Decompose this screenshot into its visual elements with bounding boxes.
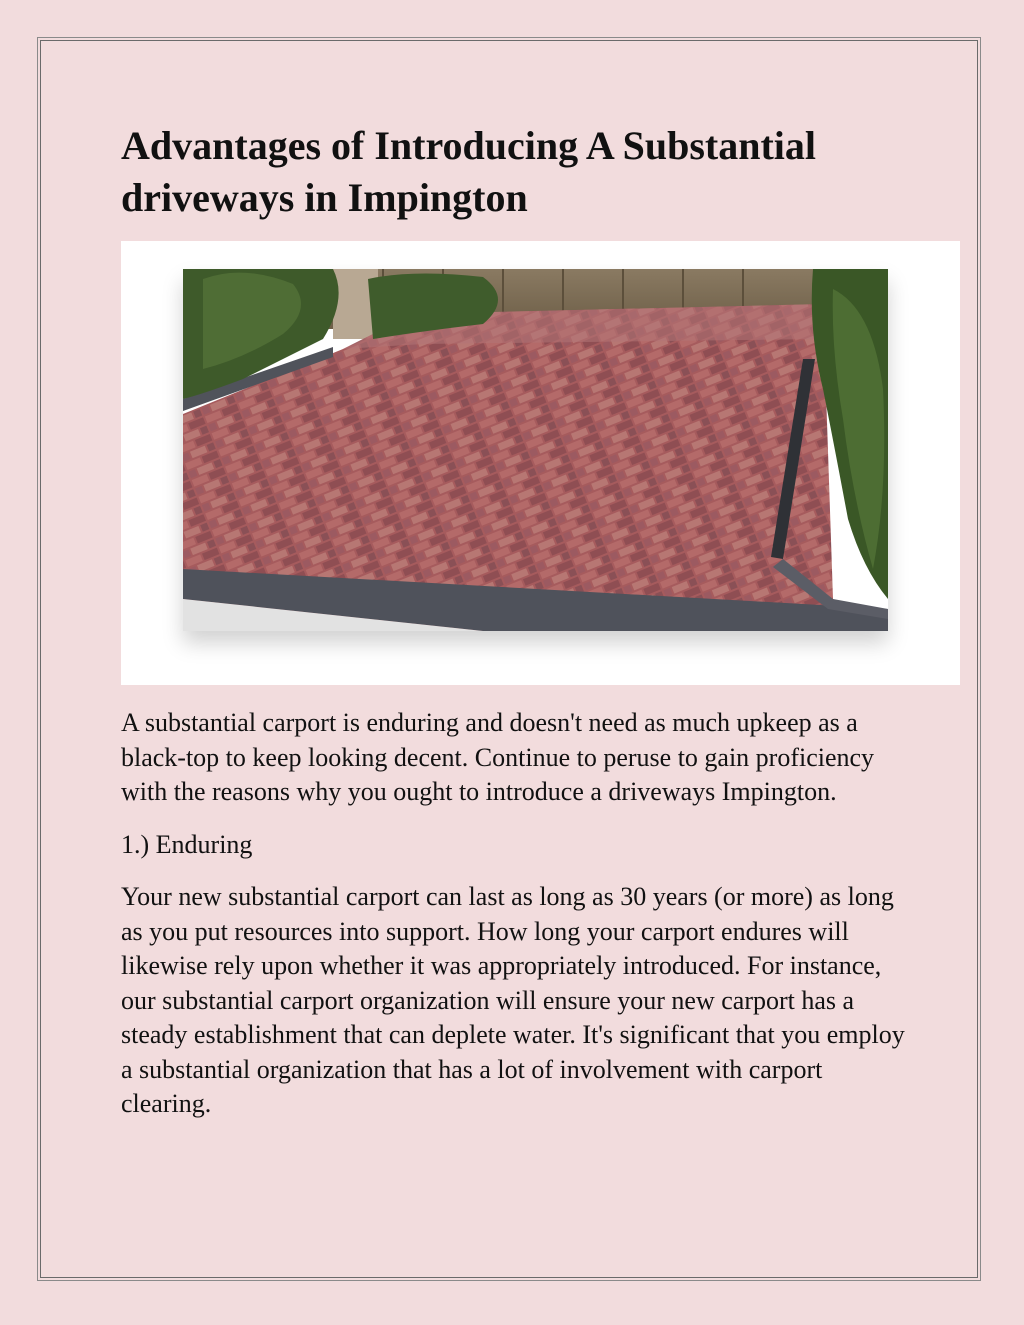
document-title: Advantages of Introducing A Substantial driveways in Impington (121, 123, 816, 220)
section-heading-enduring: 1.) Enduring (121, 829, 253, 859)
enduring-paragraph: Your new substantial carport can last as long as 30 years (or more) as long as you put resources into support. How long your carport endures will likewise rely upon whether it was appropriately introduced. For instance, our substantial carport organization will ensure your new carport has a steady establishment that can deplete water. It's significant that you employ a substantial organization that has a lot of involvement with carport clearing. (121, 882, 905, 1118)
body-text (121, 706, 911, 1140)
document-header (121, 120, 891, 224)
image-container (121, 241, 960, 685)
intro-paragraph: A substantial carport is enduring and doesn't need as much upkeep as a black-top to keep looking decent. Continue to peruse to gain proficiency with the reasons why you ought to introduce a driveways Impington. (121, 708, 875, 806)
brick-driveway-photo-icon (183, 269, 888, 631)
